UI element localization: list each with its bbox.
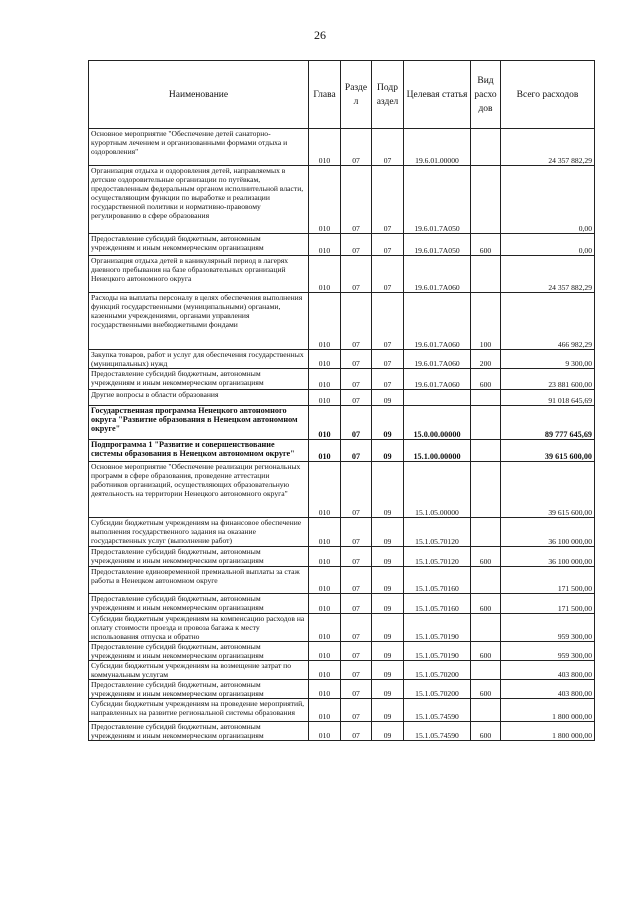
row-name: Закупка товаров, работ и услуг для обеспечения государственных (муниципальных) нужд xyxy=(89,350,309,369)
row-statya: 15.1.05.00000 xyxy=(404,462,471,518)
row-vid xyxy=(471,390,501,406)
row-podrazdel: 09 xyxy=(372,567,404,594)
row-podrazdel: 07 xyxy=(372,350,404,369)
row-total: 24 357 882,29 xyxy=(501,129,595,166)
row-glava: 010 xyxy=(309,518,341,547)
table-row xyxy=(89,369,595,390)
table-row xyxy=(89,642,595,661)
row-name: Субсидии бюджетным учреждениям на проведение мероприятий, направленных на развитие региональной системы образования xyxy=(89,699,309,722)
row-razdel: 07 xyxy=(341,129,372,166)
row-total: 24 357 882,29 xyxy=(501,256,595,293)
row-statya: 15.1.05.70120 xyxy=(404,518,471,547)
row-razdel: 07 xyxy=(341,256,372,293)
row-total: 959 300,00 xyxy=(501,642,595,661)
row-total: 36 100 000,00 xyxy=(501,547,595,567)
row-razdel: 07 xyxy=(341,406,372,440)
table-row xyxy=(89,680,595,699)
row-vid xyxy=(471,256,501,293)
row-vid xyxy=(471,661,501,680)
row-razdel: 07 xyxy=(341,350,372,369)
table-row xyxy=(89,518,595,547)
row-razdel: 07 xyxy=(341,680,372,699)
row-total: 0,00 xyxy=(501,166,595,234)
row-vid xyxy=(471,567,501,594)
row-name: Подпрограмма 1 "Развитие и совершенствование системы образования в Ненецком автономном округе" xyxy=(89,440,309,462)
row-total: 171 500,00 xyxy=(501,594,595,614)
table-row xyxy=(89,166,595,234)
row-razdel: 07 xyxy=(341,547,372,567)
row-glava: 010 xyxy=(309,256,341,293)
row-podrazdel: 07 xyxy=(372,234,404,256)
row-statya: 15.1.05.70190 xyxy=(404,642,471,661)
row-name: Предоставление единовременной премиальной выплаты за стаж работы в Ненецком автономном округе xyxy=(89,567,309,594)
row-podrazdel: 09 xyxy=(372,440,404,462)
row-statya: 15.1.05.70200 xyxy=(404,661,471,680)
row-vid xyxy=(471,614,501,642)
row-glava: 010 xyxy=(309,350,341,369)
row-vid: 200 xyxy=(471,350,501,369)
table-body xyxy=(89,129,595,741)
row-statya: 15.1.05.70190 xyxy=(404,614,471,642)
row-podrazdel: 09 xyxy=(372,406,404,440)
row-name: Другие вопросы в области образования xyxy=(89,390,309,406)
row-vid: 600 xyxy=(471,642,501,661)
row-podrazdel: 09 xyxy=(372,594,404,614)
row-vid xyxy=(471,699,501,722)
row-total: 1 800 000,00 xyxy=(501,699,595,722)
row-glava: 010 xyxy=(309,234,341,256)
row-vid: 600 xyxy=(471,234,501,256)
row-razdel: 07 xyxy=(341,462,372,518)
row-glava: 010 xyxy=(309,722,341,741)
row-name: Государственная программа Ненецкого автономного округа "Развитие образования в Ненецком автономном округе" xyxy=(89,406,309,440)
row-name: Субсидии бюджетным учреждениям на возмещение затрат по коммунальным услугам xyxy=(89,661,309,680)
row-name: Предоставление субсидий бюджетным, автономным учреждениям и иным некоммерческим организациям xyxy=(89,680,309,699)
row-statya: 19.6.01.7А060 xyxy=(404,369,471,390)
row-statya: 19.6.01.7А060 xyxy=(404,293,471,350)
row-podrazdel: 09 xyxy=(372,518,404,547)
header-razdel: Разде л xyxy=(341,61,372,129)
row-glava: 010 xyxy=(309,166,341,234)
row-total: 1 800 000,00 xyxy=(501,722,595,741)
row-podrazdel: 09 xyxy=(372,642,404,661)
table-row xyxy=(89,661,595,680)
row-vid: 600 xyxy=(471,680,501,699)
row-podrazdel: 09 xyxy=(372,680,404,699)
row-name: Предоставление субсидий бюджетным, автономным учреждениям и иным некоммерческим организациям xyxy=(89,234,309,256)
row-vid xyxy=(471,462,501,518)
row-statya: 19.6.01.7А050 xyxy=(404,166,471,234)
table-row xyxy=(89,614,595,642)
row-statya: 19.6.01.7А060 xyxy=(404,256,471,293)
row-name: Предоставление субсидий бюджетным, автономным учреждениям и иным некоммерческим организациям xyxy=(89,722,309,741)
row-total: 466 982,29 xyxy=(501,293,595,350)
row-statya: 15.1.00.00000 xyxy=(404,440,471,462)
row-total: 39 615 600,00 xyxy=(501,462,595,518)
row-razdel: 07 xyxy=(341,642,372,661)
header-row xyxy=(89,61,595,129)
row-razdel: 07 xyxy=(341,661,372,680)
row-statya: 15.1.05.70200 xyxy=(404,680,471,699)
row-vid xyxy=(471,440,501,462)
row-total: 91 018 645,69 xyxy=(501,390,595,406)
header-name: Наименование xyxy=(89,61,309,129)
row-total: 9 300,00 xyxy=(501,350,595,369)
row-vid xyxy=(471,518,501,547)
row-glava: 010 xyxy=(309,614,341,642)
header-glava: Глава xyxy=(309,61,341,129)
row-statya: 19.6.01.7А060 xyxy=(404,350,471,369)
row-razdel: 07 xyxy=(341,440,372,462)
row-name: Организация отдыха и оздоровления детей, направляемых в детские оздоровительные организации по путёвкам, предоставленным федеральным органом исполнительной власти, осуществляющим функции по выработке и реализации государственной политики и нормативно-правовому регулированию в сфере образования xyxy=(89,166,309,234)
row-glava: 010 xyxy=(309,680,341,699)
row-podrazdel: 07 xyxy=(372,369,404,390)
row-razdel: 07 xyxy=(341,722,372,741)
row-statya xyxy=(404,390,471,406)
table-row xyxy=(89,256,595,293)
row-statya: 19.6.01.7А050 xyxy=(404,234,471,256)
row-statya: 15.1.05.70160 xyxy=(404,594,471,614)
budget-table xyxy=(88,60,595,741)
row-podrazdel: 09 xyxy=(372,661,404,680)
row-vid xyxy=(471,406,501,440)
table-row xyxy=(89,293,595,350)
row-statya: 15.1.05.74590 xyxy=(404,722,471,741)
row-podrazdel: 09 xyxy=(372,390,404,406)
row-statya: 15.1.05.70160 xyxy=(404,567,471,594)
table-row xyxy=(89,390,595,406)
row-vid: 600 xyxy=(471,547,501,567)
row-name: Основное мероприятие "Обеспечение детей санаторно-курортным лечением и организованными формами отдыха и оздоровления" xyxy=(89,129,309,166)
row-total: 403 800,00 xyxy=(501,661,595,680)
row-total: 403 800,00 xyxy=(501,680,595,699)
row-vid: 600 xyxy=(471,722,501,741)
row-podrazdel: 07 xyxy=(372,293,404,350)
row-vid: 100 xyxy=(471,293,501,350)
table-row xyxy=(89,594,595,614)
row-name: Расходы на выплаты персоналу в целях обеспечения выполнения функций государственными (муниципальными) органами, казенными учреждениями, органами управления государственными внебюджетными фондами xyxy=(89,293,309,350)
row-podrazdel: 07 xyxy=(372,256,404,293)
row-razdel: 07 xyxy=(341,390,372,406)
row-glava: 010 xyxy=(309,567,341,594)
row-glava: 010 xyxy=(309,440,341,462)
row-podrazdel: 07 xyxy=(372,129,404,166)
row-glava: 010 xyxy=(309,129,341,166)
row-vid xyxy=(471,129,501,166)
row-statya: 15.1.05.70120 xyxy=(404,547,471,567)
row-razdel: 07 xyxy=(341,293,372,350)
row-glava: 010 xyxy=(309,462,341,518)
table-row xyxy=(89,406,595,440)
row-podrazdel: 09 xyxy=(372,722,404,741)
table-row xyxy=(89,699,595,722)
row-name: Предоставление субсидий бюджетным, автономным учреждениям и иным некоммерческим организациям xyxy=(89,369,309,390)
row-vid: 600 xyxy=(471,369,501,390)
row-name: Субсидии бюджетным учреждениям на финансовое обеспечение выполнения государственного задания на оказание государственных услуг (выполнение работ) xyxy=(89,518,309,547)
row-podrazdel: 09 xyxy=(372,699,404,722)
header-statya: Целевая статья xyxy=(404,61,471,129)
header-vid: Вид расхо дов xyxy=(471,61,501,129)
row-glava: 010 xyxy=(309,699,341,722)
row-name: Предоставление субсидий бюджетным, автономным учреждениям и иным некоммерческим организациям xyxy=(89,594,309,614)
table-row xyxy=(89,462,595,518)
row-razdel: 07 xyxy=(341,166,372,234)
table-row xyxy=(89,440,595,462)
row-podrazdel: 09 xyxy=(372,462,404,518)
row-glava: 010 xyxy=(309,661,341,680)
row-glava: 010 xyxy=(309,293,341,350)
row-total: 36 100 000,00 xyxy=(501,518,595,547)
header-podrazdel: Подр аздел xyxy=(372,61,404,129)
row-glava: 010 xyxy=(309,406,341,440)
row-razdel: 07 xyxy=(341,567,372,594)
row-name: Субсидии бюджетным учреждениям на компенсацию расходов на оплату стоимости проезда и провоза багажа к месту использования отпуска и обратно xyxy=(89,614,309,642)
row-razdel: 07 xyxy=(341,369,372,390)
row-name: Организация отдыха детей в каникулярный период в лагерях дневного пребывания на базе образовательных организаций Ненецкого автономного округа xyxy=(89,256,309,293)
table-row xyxy=(89,350,595,369)
row-total: 959 300,00 xyxy=(501,614,595,642)
row-razdel: 07 xyxy=(341,699,372,722)
row-total: 0,00 xyxy=(501,234,595,256)
row-total: 89 777 645,69 xyxy=(501,406,595,440)
table-row xyxy=(89,567,595,594)
table-row xyxy=(89,722,595,741)
row-total: 171 500,00 xyxy=(501,567,595,594)
row-razdel: 07 xyxy=(341,518,372,547)
table-row xyxy=(89,234,595,256)
row-podrazdel: 09 xyxy=(372,614,404,642)
row-statya: 19.6.01.00000 xyxy=(404,129,471,166)
table-row xyxy=(89,547,595,567)
row-glava: 010 xyxy=(309,642,341,661)
row-statya: 15.0.00.00000 xyxy=(404,406,471,440)
row-total: 23 881 600,00 xyxy=(501,369,595,390)
header-total: Всего расходов xyxy=(501,61,595,129)
row-glava: 010 xyxy=(309,594,341,614)
row-podrazdel: 07 xyxy=(372,166,404,234)
row-glava: 010 xyxy=(309,390,341,406)
page-number: 26 xyxy=(314,28,326,42)
row-razdel: 07 xyxy=(341,594,372,614)
row-glava: 010 xyxy=(309,547,341,567)
row-name: Основное мероприятие "Обеспечение реализации региональных программ в сфере образования, проведение аттестации работников организаций, осуществляющих образовательную деятельность на территории Ненецкого автономного округа" xyxy=(89,462,309,518)
row-name: Предоставление субсидий бюджетным, автономным учреждениям и иным некоммерческим организациям xyxy=(89,547,309,567)
row-name: Предоставление субсидий бюджетным, автономным учреждениям и иным некоммерческим организациям xyxy=(89,642,309,661)
row-glava: 010 xyxy=(309,369,341,390)
table-row xyxy=(89,129,595,166)
row-total: 39 615 600,00 xyxy=(501,440,595,462)
row-razdel: 07 xyxy=(341,234,372,256)
row-statya: 15.1.05.74590 xyxy=(404,699,471,722)
row-vid: 600 xyxy=(471,594,501,614)
row-vid xyxy=(471,166,501,234)
row-razdel: 07 xyxy=(341,614,372,642)
row-podrazdel: 09 xyxy=(372,547,404,567)
